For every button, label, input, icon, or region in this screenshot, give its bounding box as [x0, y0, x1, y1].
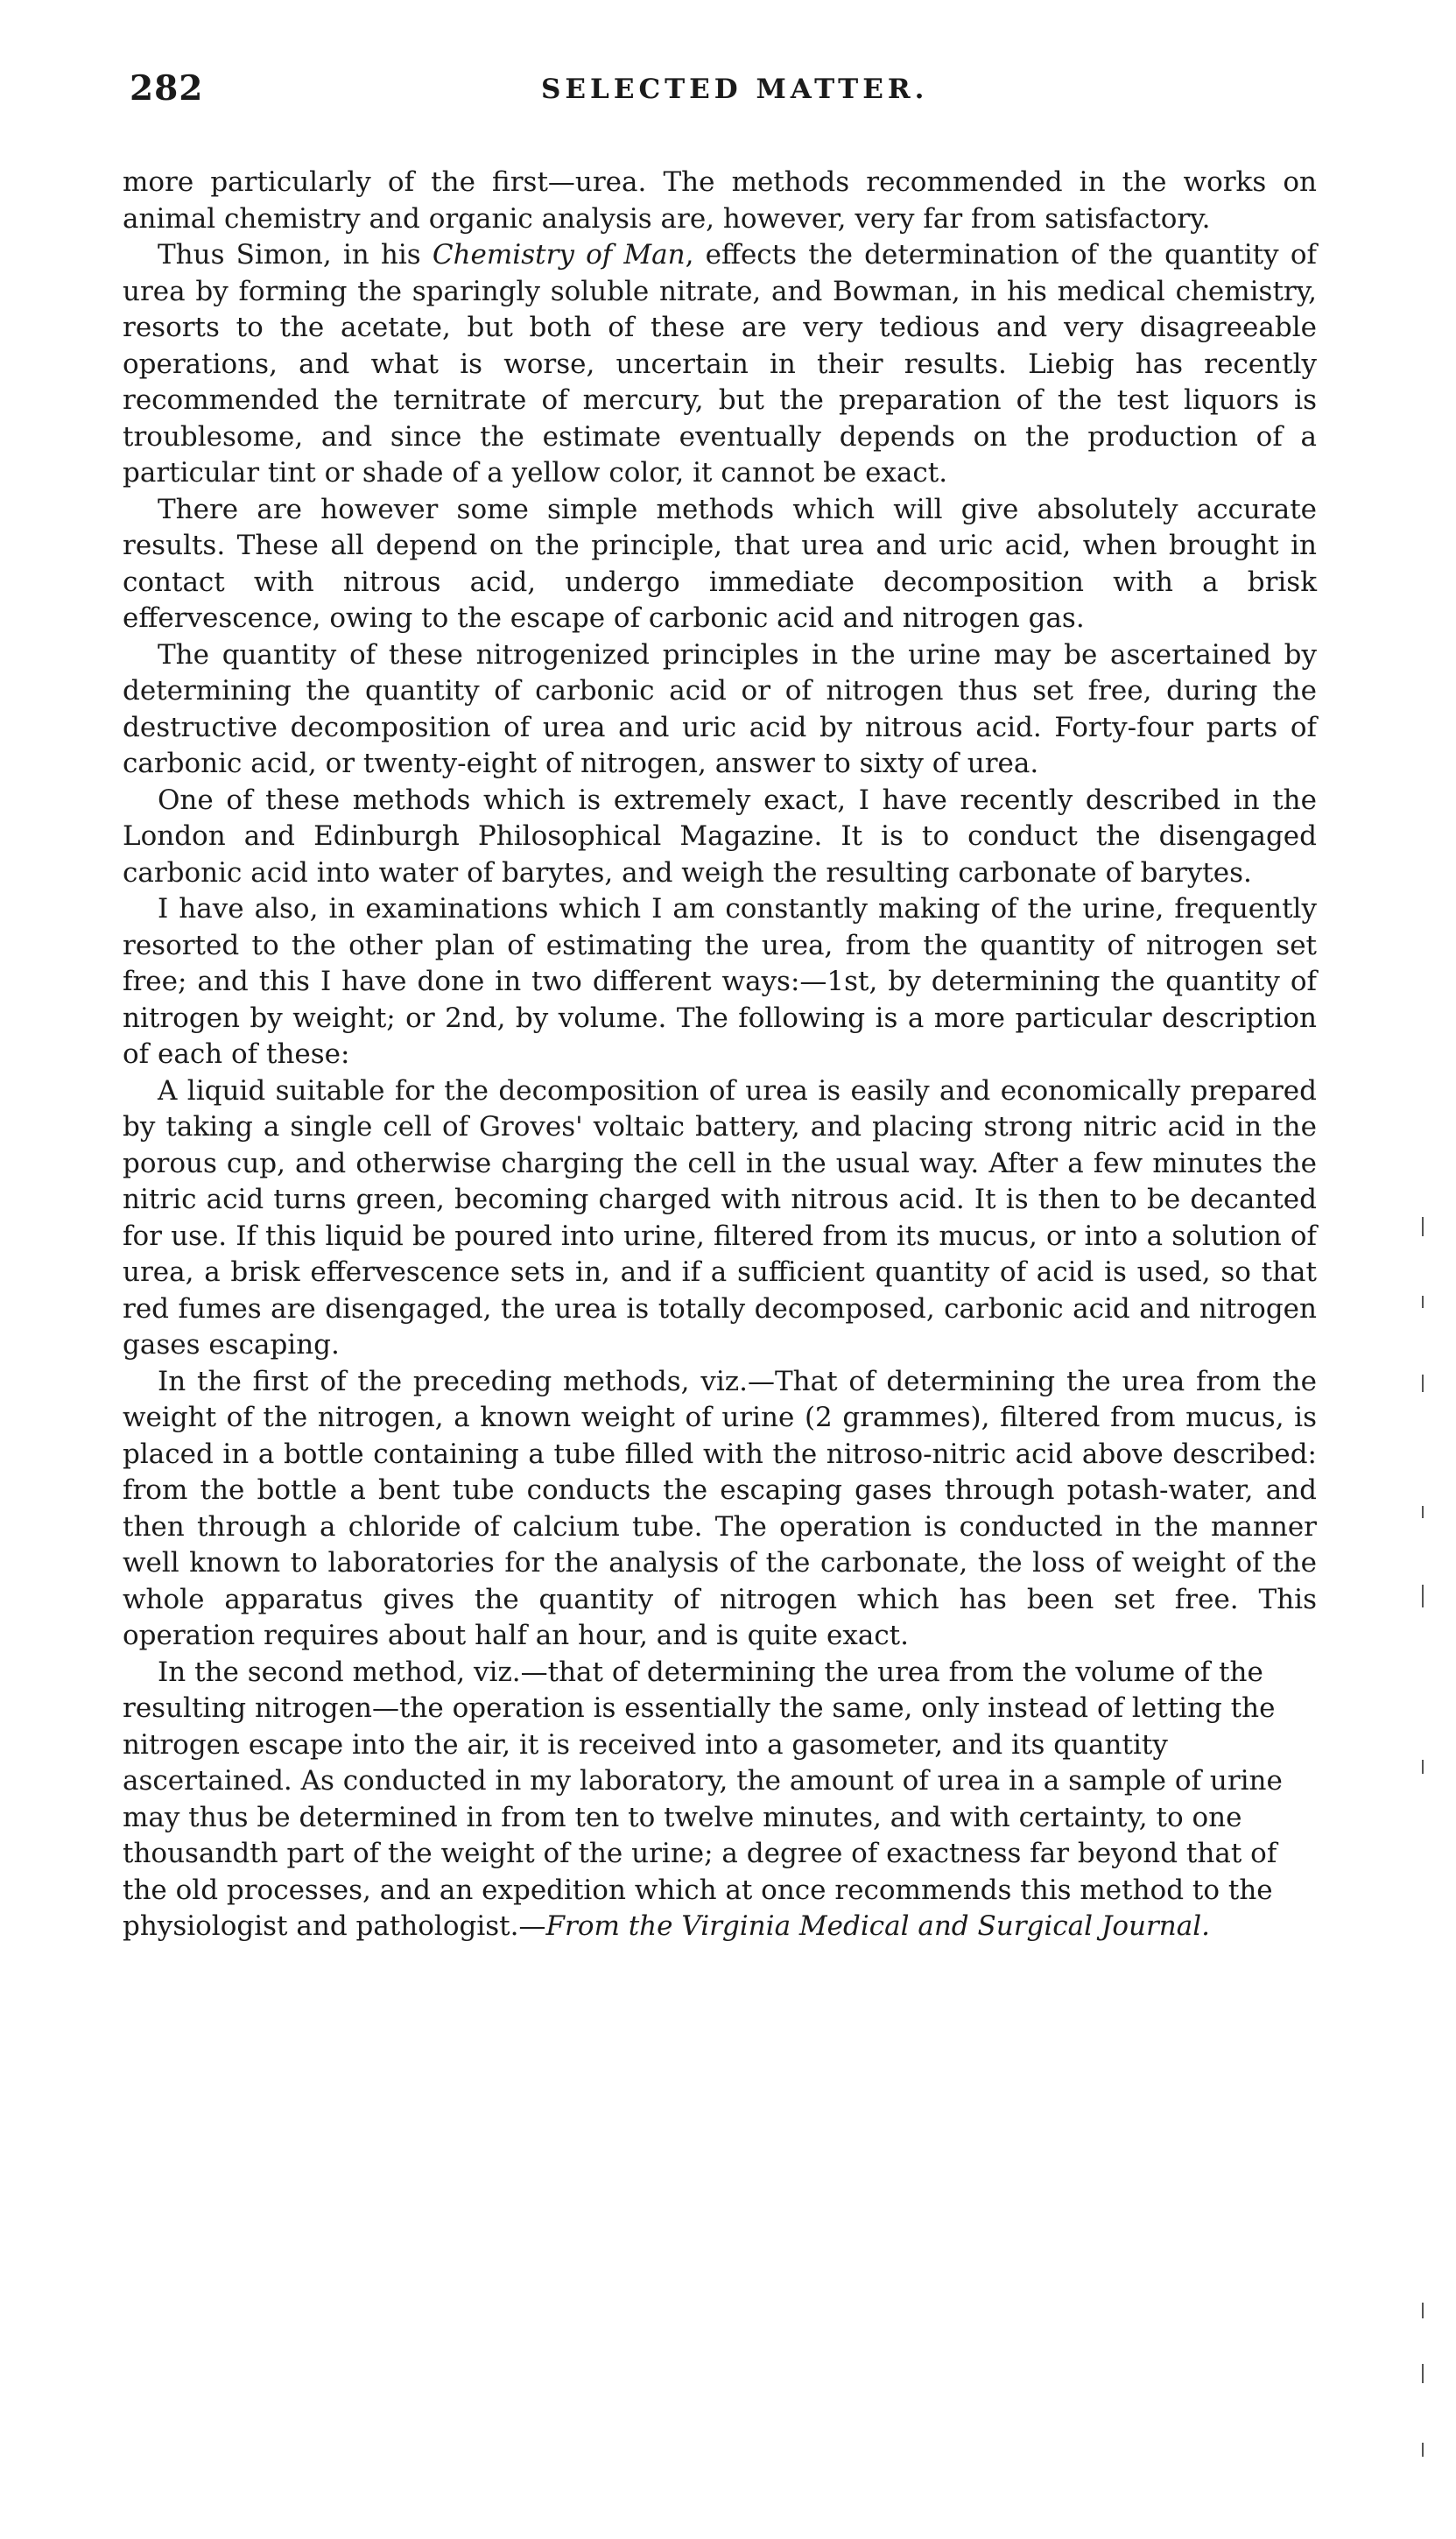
- paragraph-simon: [123, 237, 1317, 492]
- paragraph-nitrogenized-principles: The quantity of these nitrogenized principles in the urine may be ascertained by determining the quantity of carbonic acid or of nitrogen thus set free, during the destructive decomposition of urea and uric acid by nitrous acid. Forty-four parts of carbonic acid, or twenty-eight of nitrogen, answer to sixty of urea.: [123, 638, 1317, 779]
- margin-mark: [1422, 1375, 1424, 1392]
- margin-edge-marks: [1422, 1217, 1425, 2486]
- margin-mark: [1422, 1760, 1424, 1774]
- paragraph-continuation: more particularly of the first—urea. The methods recommended in the works on animal chemistry and organic analysis are, however, very far from satisfactory.: [123, 166, 1317, 235]
- paragraph-simple-methods: There are however some simple methods which will give absolutely accurate results. These all depend on the principle, that urea and uric acid, when brought in contact with nitrous acid, undergo immediate decomposition with a brisk effervescence, owing to the escape of carbonic acid and nitrogen gas.: [123, 493, 1317, 634]
- source-citation-italic: From the Virginia Medical and Surgical Journal.: [545, 1910, 1210, 1942]
- margin-mark: [1422, 2303, 1424, 2318]
- margin-mark: [1422, 2443, 1424, 2457]
- running-title: SELECTED MATTER.: [541, 74, 929, 105]
- paragraph-liquid-preparation: A liquid suitable for the decomposition of urea is easily and economically prepared by taking a single cell of Groves' voltaic battery, and placing strong nitric acid in the porous cup, and otherwise charging the cell in the usual way. After a few minutes the nitric acid turns green, becoming charged with nitrous acid. It is then to be decanted for use. If this liquid be poured into urine, filtered from its mucus, or into a solution of urea, a brisk effervescence sets in, and if a sufficient quantity of acid is used, so that red fumes are disengaged, the urea is totally decomposed, carbonic acid and nitrogen gases escaping.: [123, 1074, 1317, 1361]
- margin-mark: [1422, 1506, 1424, 1518]
- paragraph-text: , effects the determination of the quantity of urea by forming the sparingly soluble nitrate, and Bowman, in his medical chemistry, resorts to the acetate, but both of these are very tedious and very disagreeable operations, and what is worse, uncertain in their results. Liebig has recently recommended the ternitrate of mercury, but the preparation of the test liquors is troublesome, and since the estimate eventually depends on the production of a particular tint or shade of a yellow color, it cannot be exact.: [123, 239, 1317, 489]
- paragraph-nitrogen-plan: I have also, in examinations which I am constantly making of the urine, frequently resorted to the other plan of estimating the urea, from the quantity of nitrogen set free; and this I have done in two different ways:—1st, by determining the quantity of nitrogen by weight; or 2nd, by volume. The following is a more particular description of each of these:: [123, 893, 1317, 1070]
- paragraph-barytes-method: One of these methods which is extremely exact, I have recently described in the London and Edinburgh Philosophical Magazine. It is to conduct the disengaged carbonic acid into water of barytes, and weigh the resulting carbonate of barytes.: [123, 784, 1317, 889]
- margin-mark: [1422, 1296, 1424, 1308]
- book-title-italic: Chemistry of Man: [432, 239, 686, 271]
- paragraph-second-method: [123, 1655, 1317, 1945]
- margin-mark: [1422, 1585, 1424, 1607]
- page-number: 282: [130, 68, 204, 109]
- margin-mark: [1422, 2364, 1424, 2383]
- paragraph-text: Thus Simon, in his: [158, 239, 433, 271]
- paragraph-text: In the second method, viz.—that of determining the urea from the volume of the resulting nitrogen—the operation is essentially the same, only instead of letting the nitrogen escape into the air, it is received into a gasometer, and its quantity ascertained. As conducted in my laboratory, the amount of urea in a sample of urine may thus be determined in from ten to twelve minutes, and with certainty, to one thousandth part of the weight of the urine; a degree of exactness far beyond that of the old processes, and an expedition which at once recommends this method to the physiologist and pathologist.—: [123, 1656, 1283, 1942]
- article-body: [123, 165, 1317, 1945]
- paragraph-first-method: In the first of the preceding methods, viz.—That of determining the urea from the weight of the nitrogen, a known weight of urine (2 grammes), filtered from mucus, is placed in a bottle containing a tube filled with the nitroso-nitric acid above described: from the bottle a bent tube conducts the escaping gases through potash-water, and then through a chloride of calcium tube. The operation is conducted in the manner well known to laboratories for the analysis of the carbonate, the loss of weight of the whole apparatus gives the quantity of nitrogen which has been set free. This operation requires about half an hour, and is quite exact.: [123, 1365, 1317, 1651]
- page-header: [130, 68, 1285, 121]
- margin-mark: [1422, 1217, 1424, 1236]
